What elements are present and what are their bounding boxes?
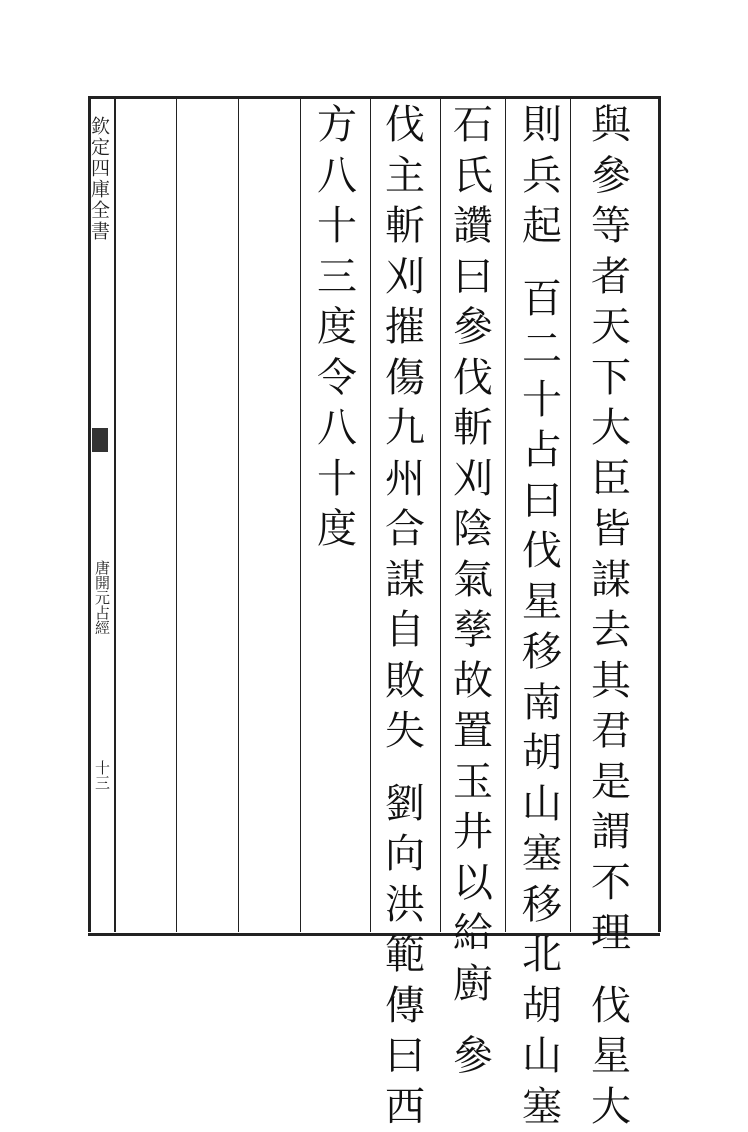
text-char: 則 bbox=[522, 100, 562, 151]
text-char: 西 bbox=[385, 1082, 425, 1132]
text-char: 伐 bbox=[453, 353, 493, 404]
text-char: 十 bbox=[317, 201, 357, 252]
text-char: 參 bbox=[453, 1031, 493, 1082]
text-char: 摧 bbox=[385, 302, 425, 353]
book-title: 欽定四庫全書 bbox=[90, 116, 112, 242]
text-char: 者 bbox=[591, 252, 631, 303]
text-char: 星 bbox=[591, 1031, 631, 1082]
text-char: 星 bbox=[522, 577, 562, 628]
text-char: 等 bbox=[591, 201, 631, 252]
text-char: 皆 bbox=[591, 504, 631, 555]
text-char: 是 bbox=[591, 757, 631, 808]
text-char: 度 bbox=[317, 302, 357, 353]
text-char: 八 bbox=[317, 403, 357, 454]
text-char: 廚 bbox=[453, 959, 493, 1010]
text-char: 向 bbox=[385, 829, 425, 880]
text-char: 下 bbox=[591, 353, 631, 404]
text-char: 大 bbox=[591, 1082, 631, 1132]
text-char: 玉 bbox=[453, 757, 493, 808]
text-char: 洪 bbox=[385, 880, 425, 931]
column-rule bbox=[505, 96, 506, 932]
text-char: 井 bbox=[453, 807, 493, 858]
text-column-2 bbox=[519, 100, 565, 1132]
text-char: 百 bbox=[522, 274, 562, 325]
text-char: 劉 bbox=[385, 779, 425, 830]
margin-rule bbox=[114, 96, 116, 932]
text-char: 方 bbox=[317, 100, 357, 151]
text-char: 北 bbox=[522, 930, 562, 981]
text-char: 謀 bbox=[591, 555, 631, 606]
text-char: 曰 bbox=[385, 1031, 425, 1082]
text-char: 胡 bbox=[522, 728, 562, 779]
text-char: 給 bbox=[453, 908, 493, 959]
text-column-3 bbox=[450, 100, 496, 1082]
text-column-4 bbox=[382, 100, 428, 1132]
text-char: 曰 bbox=[522, 476, 562, 527]
column-rule bbox=[176, 96, 177, 932]
text-char: 故 bbox=[453, 656, 493, 707]
text-char: 三 bbox=[317, 252, 357, 303]
text-char: 敗 bbox=[385, 656, 425, 707]
text-column-5 bbox=[314, 100, 360, 555]
text-char: 南 bbox=[522, 678, 562, 729]
margin-column bbox=[90, 110, 112, 930]
text-char: 天 bbox=[591, 302, 631, 353]
page-frame bbox=[88, 96, 660, 936]
column-rule bbox=[440, 96, 441, 932]
text-char: 傳 bbox=[385, 981, 425, 1032]
text-char: 謀 bbox=[385, 555, 425, 606]
text-char: 氣 bbox=[453, 555, 493, 606]
text-char: 孳 bbox=[453, 605, 493, 656]
text-char: 令 bbox=[317, 353, 357, 404]
text-char: 九 bbox=[385, 403, 425, 454]
text-char: 斬 bbox=[385, 201, 425, 252]
text-char: 君 bbox=[591, 706, 631, 757]
text-char: 失 bbox=[385, 706, 425, 757]
text-char: 塞 bbox=[522, 1082, 562, 1132]
text-char: 二 bbox=[522, 324, 562, 375]
text-char: 八 bbox=[317, 151, 357, 202]
text-char: 伐 bbox=[522, 526, 562, 577]
text-char: 臣 bbox=[591, 454, 631, 505]
text-char: 斬 bbox=[453, 403, 493, 454]
frame-right-rule bbox=[658, 96, 661, 932]
text-char: 去 bbox=[591, 605, 631, 656]
text-char: 州 bbox=[385, 454, 425, 505]
text-char: 胡 bbox=[522, 981, 562, 1032]
text-char: 刈 bbox=[385, 252, 425, 303]
text-char: 起 bbox=[522, 201, 562, 252]
text-char: 山 bbox=[522, 779, 562, 830]
text-char: 塞 bbox=[522, 829, 562, 880]
text-char: 合 bbox=[385, 504, 425, 555]
text-char: 參 bbox=[453, 302, 493, 353]
text-char: 伐 bbox=[385, 100, 425, 151]
text-char: 氏 bbox=[453, 151, 493, 202]
column-rule bbox=[300, 96, 301, 932]
text-char: 十 bbox=[522, 375, 562, 426]
column-rule bbox=[238, 96, 239, 932]
text-char: 謂 bbox=[591, 807, 631, 858]
page-number: 十三 bbox=[90, 760, 112, 790]
column-rule bbox=[570, 96, 571, 932]
text-char: 刈 bbox=[453, 454, 493, 505]
text-char: 主 bbox=[385, 151, 425, 202]
text-char: 範 bbox=[385, 930, 425, 981]
text-char: 以 bbox=[453, 858, 493, 909]
text-char: 大 bbox=[591, 403, 631, 454]
text-char: 石 bbox=[453, 100, 493, 151]
text-char: 不 bbox=[591, 858, 631, 909]
text-char: 參 bbox=[591, 151, 631, 202]
text-column-1 bbox=[588, 100, 634, 1132]
text-char: 移 bbox=[522, 627, 562, 678]
text-char: 山 bbox=[522, 1031, 562, 1082]
text-char: 理 bbox=[591, 908, 631, 959]
text-char: 十 bbox=[317, 454, 357, 505]
text-char: 陰 bbox=[453, 504, 493, 555]
text-char: 兵 bbox=[522, 151, 562, 202]
text-char: 置 bbox=[453, 706, 493, 757]
text-char: 讚 bbox=[453, 201, 493, 252]
text-char: 度 bbox=[317, 504, 357, 555]
text-char: 其 bbox=[591, 656, 631, 707]
section-title: 唐開元占經 bbox=[90, 560, 112, 635]
text-char: 自 bbox=[385, 605, 425, 656]
text-char: 移 bbox=[522, 880, 562, 931]
text-char: 傷 bbox=[385, 353, 425, 404]
fishtail-mark bbox=[92, 428, 108, 452]
column-rule bbox=[370, 96, 371, 932]
text-char: 曰 bbox=[453, 252, 493, 303]
text-char: 伐 bbox=[591, 981, 631, 1032]
text-char: 與 bbox=[591, 100, 631, 151]
text-char: 占 bbox=[522, 425, 562, 476]
